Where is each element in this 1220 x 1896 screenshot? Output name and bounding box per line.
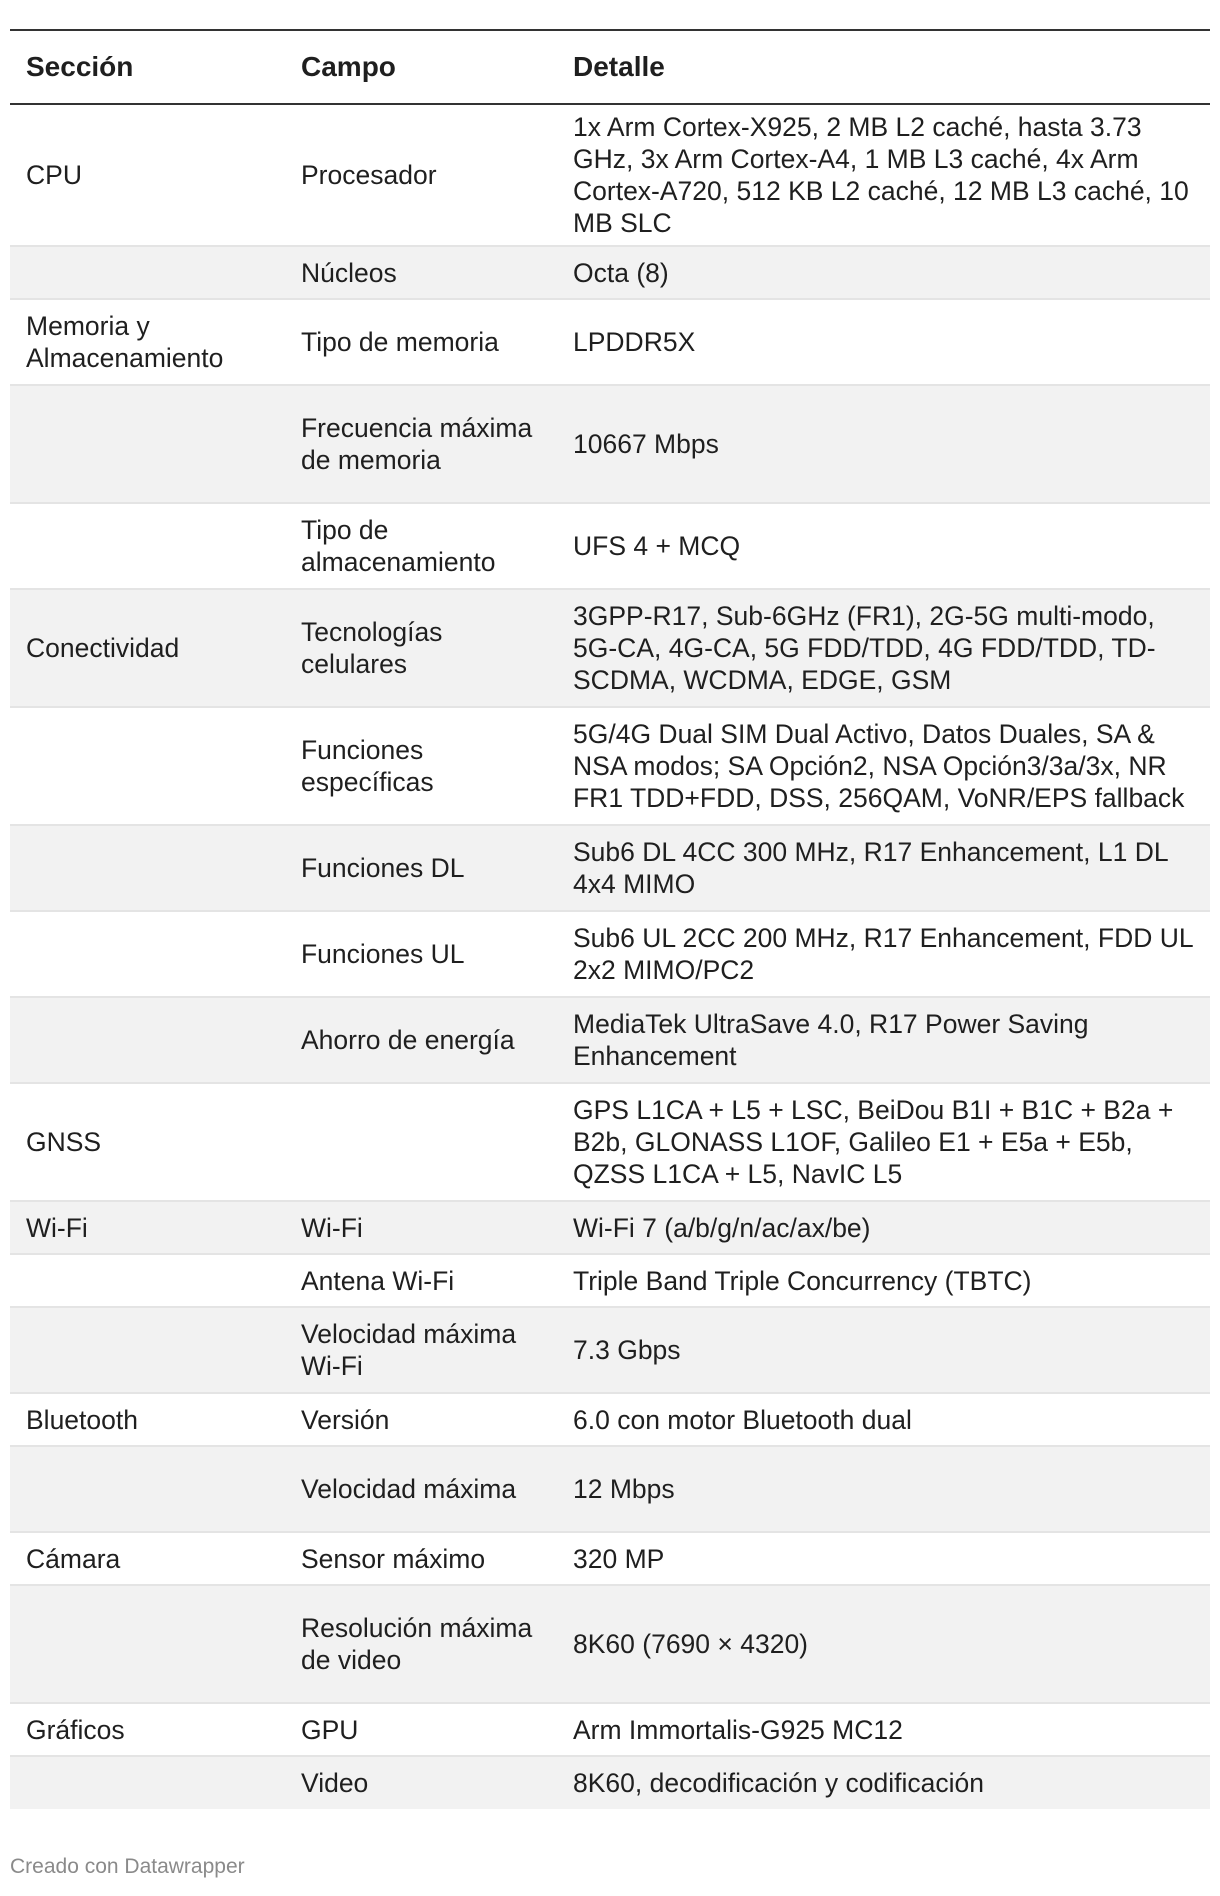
header-field[interactable]: Campo (301, 51, 396, 82)
table-row (10, 1532, 1210, 1585)
table-row (10, 1756, 1210, 1809)
header-detail[interactable]: Detalle (573, 51, 665, 82)
table-header (10, 30, 1210, 104)
cell-detail: Arm Immortalis-G925 MC12 (557, 1703, 1210, 1756)
cell-field: Tecnologías celulares (285, 589, 557, 707)
cell-section: Conectividad (10, 589, 285, 707)
cell-detail: MediaTek UltraSave 4.0, R17 Power Saving Enhancement (557, 997, 1210, 1083)
cell-section (10, 1585, 285, 1703)
cell-section (10, 1446, 285, 1532)
cell-section (10, 1307, 285, 1393)
cell-section (10, 385, 285, 503)
cell-field: Frecuencia máxima de memoria (285, 385, 557, 503)
table-row (10, 1703, 1210, 1756)
cell-section (10, 997, 285, 1083)
cell-field: Wi-Fi (285, 1201, 557, 1254)
spec-table (10, 29, 1210, 1809)
table-body (10, 104, 1210, 1809)
table-row (10, 1254, 1210, 1307)
cell-field: Funciones específicas (285, 707, 557, 825)
cell-field: Tipo de almacenamiento (285, 503, 557, 589)
table-row (10, 825, 1210, 911)
cell-field: Núcleos (285, 246, 557, 299)
cell-section (10, 1756, 285, 1809)
cell-field: Video (285, 1756, 557, 1809)
cell-section: Gráficos (10, 1703, 285, 1756)
cell-section (10, 503, 285, 589)
cell-field: Funciones UL (285, 911, 557, 997)
table-row (10, 1585, 1210, 1703)
cell-detail: Octa (8) (557, 246, 1210, 299)
cell-detail: 5G/4G Dual SIM Dual Activo, Datos Duales, SA & NSA modos; SA Opción2, NSA Opción3/3a/3x, NR FR1 TDD+FDD, DSS, 256QAM, VoNR/EPS fallback (557, 707, 1210, 825)
cell-section: GNSS (10, 1083, 285, 1201)
cell-field: Procesador (285, 104, 557, 246)
cell-field (285, 1083, 557, 1201)
cell-field: Ahorro de energía (285, 997, 557, 1083)
cell-section: Cámara (10, 1532, 285, 1585)
table-row (10, 1307, 1210, 1393)
cell-field: Tipo de memoria (285, 299, 557, 385)
table-row (10, 246, 1210, 299)
cell-detail: Wi-Fi 7 (a/b/g/n/ac/ax/be) (557, 1201, 1210, 1254)
cell-section (10, 825, 285, 911)
cell-detail: Sub6 UL 2CC 200 MHz, R17 Enhancement, FDD UL 2x2 MIMO/PC2 (557, 911, 1210, 997)
cell-field: Velocidad máxima (285, 1446, 557, 1532)
cell-section: Memoria y Almacenamiento (10, 299, 285, 385)
cell-detail: GPS L1CA + L5 + LSC, BeiDou B1I + B1C + B2a + B2b, GLONASS L1OF, Galileo E1 + E5a + E5b, QZSS L1CA + L5, NavIC L5 (557, 1083, 1210, 1201)
table-row (10, 911, 1210, 997)
cell-detail: 12 Mbps (557, 1446, 1210, 1532)
table-row (10, 589, 1210, 707)
cell-detail: 10667 Mbps (557, 385, 1210, 503)
header-row (10, 30, 1210, 104)
table-row (10, 299, 1210, 385)
table-row (10, 1083, 1210, 1201)
cell-section (10, 1254, 285, 1307)
cell-field: Resolución máxima de video (285, 1585, 557, 1703)
table-row (10, 997, 1210, 1083)
cell-detail: 6.0 con motor Bluetooth dual (557, 1393, 1210, 1446)
table-row (10, 104, 1210, 246)
cell-detail: 320 MP (557, 1532, 1210, 1585)
table-row (10, 707, 1210, 825)
cell-field: GPU (285, 1703, 557, 1756)
cell-section: Bluetooth (10, 1393, 285, 1446)
table-row (10, 1201, 1210, 1254)
cell-field: Versión (285, 1393, 557, 1446)
cell-section (10, 707, 285, 825)
cell-detail: 7.3 Gbps (557, 1307, 1210, 1393)
cell-detail: Triple Band Triple Concurrency (TBTC) (557, 1254, 1210, 1307)
cell-detail: 8K60, decodificación y codificación (557, 1756, 1210, 1809)
cell-detail: 1x Arm Cortex-X925, 2 MB L2 caché, hasta 3.73 GHz, 3x Arm Cortex-A4, 1 MB L3 caché, 4x Arm Cortex-A720, 512 KB L2 caché, 12 MB L3 caché, 10 MB SLC (557, 104, 1210, 246)
cell-detail: UFS 4 + MCQ (557, 503, 1210, 589)
cell-section: Wi-Fi (10, 1201, 285, 1254)
cell-field: Sensor máximo (285, 1532, 557, 1585)
header-section[interactable]: Sección (26, 51, 134, 82)
cell-detail: 3GPP-R17, Sub-6GHz (FR1), 2G-5G multi-modo, 5G-CA, 4G-CA, 5G FDD/TDD, 4G FDD/TDD, TD-SCDMA, WCDMA, EDGE, GSM (557, 589, 1210, 707)
cell-field: Velocidad máxima Wi-Fi (285, 1307, 557, 1393)
cell-section: CPU (10, 104, 285, 246)
table-row (10, 385, 1210, 503)
cell-section (10, 246, 285, 299)
cell-detail: 8K60 (7690 × 4320) (557, 1585, 1210, 1703)
spec-table-container (10, 29, 1210, 1809)
table-row (10, 1393, 1210, 1446)
cell-field: Antena Wi-Fi (285, 1254, 557, 1307)
cell-detail: LPDDR5X (557, 299, 1210, 385)
cell-detail: Sub6 DL 4CC 300 MHz, R17 Enhancement, L1 DL 4x4 MIMO (557, 825, 1210, 911)
cell-section (10, 911, 285, 997)
cell-field: Funciones DL (285, 825, 557, 911)
datawrapper-credit[interactable]: Creado con Datawrapper (10, 1855, 245, 1878)
table-row (10, 1446, 1210, 1532)
table-row (10, 503, 1210, 589)
